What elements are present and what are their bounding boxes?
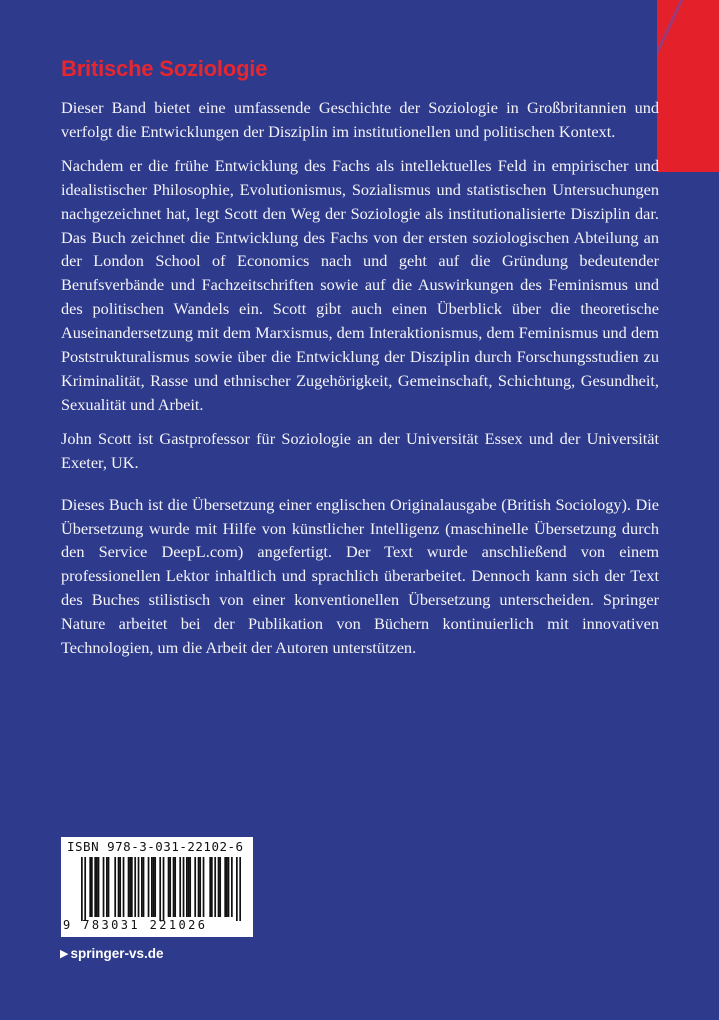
book-title: Britische Soziologie (61, 56, 268, 81)
barcode-bar (94, 857, 96, 917)
barcode-bar (153, 857, 155, 917)
barcode-bar (108, 857, 110, 917)
barcode-bar (236, 857, 238, 921)
barcode-bar (103, 857, 105, 917)
barcode-bar (199, 857, 201, 917)
barcode-bar (91, 857, 93, 917)
red-corner-decoration (657, 0, 719, 172)
barcode-bar (226, 857, 228, 917)
barcode-bar (134, 857, 136, 917)
barcode-bar (224, 857, 226, 917)
barcode-bar (118, 857, 120, 917)
barcode-bar (128, 857, 130, 917)
summary-paragraph: Nachdem er die frühe Entwicklung des Fachs als intellektuelles Feld in empirischer und idealistischer Philosophie, Evolutionismus, Sozialismus und statistischen Untersuchungen nachgezeichnet hat, legt Scott den Weg der Soziologie als institutionalisierte Disziplin dar. Das Buch zeichnet die Entwicklung des Fachs von der ersten soziologischen Abteilung an der London School of Economics nach und geht auf die Gründung bedeutender Berufsverbände und Fachzeitschriften sowie auf die Auswirkungen des Feminismus und des politischen Wandels ein. Scott gibt auch einen Überblick über die theoretische Auseinandersetzung mit dem Marxismus, dem Interaktionismus, dem Feminismus und dem Poststrukturalismus sowie über die Entwicklung der Disziplin durch Forschungsstudien zu Kriminalität, Rasse und ethnischer Zugehörigkeit, Gemeinschaft, Schichtung, Gesundheit, Sexualität und Arbeit. (61, 155, 659, 414)
barcode-bar (98, 857, 100, 917)
barcode-bar (96, 857, 98, 917)
barcode-bar (169, 857, 171, 917)
barcode-bar (89, 857, 91, 917)
barcode-bar (114, 857, 116, 917)
barcode-bar (203, 857, 205, 917)
author-paragraph: John Scott ist Gastprofessor für Soziologie an der Universität Essex und der Universität Exeter, UK. (61, 428, 659, 472)
barcode-bar (214, 857, 216, 917)
barcode-bar (138, 857, 140, 917)
barcode-bar (219, 857, 221, 917)
barcode-bar (106, 857, 108, 917)
barcode-bar (141, 857, 143, 917)
barcode-bar (131, 857, 133, 917)
arrow-icon: ▶ (60, 948, 69, 960)
isbn-label: ISBN 978-3-031-22102-6 (67, 839, 244, 854)
barcode-bar (173, 857, 175, 917)
barcode-bar (186, 857, 188, 917)
barcode-bar (174, 857, 176, 917)
barcode-bar (218, 857, 220, 917)
barcode-bar (143, 857, 145, 917)
blurb (61, 96, 659, 670)
barcode-bar (123, 857, 125, 917)
barcode-bar (231, 857, 233, 917)
barcode-bar (228, 857, 230, 917)
barcode-bar (119, 857, 121, 917)
barcode-bar (179, 857, 181, 917)
barcode-bar (148, 857, 150, 917)
barcode-bar (239, 857, 241, 921)
barcode-bar (159, 857, 161, 921)
barcode-bar (81, 857, 83, 921)
translation-note-paragraph: Dieses Buch ist die Übersetzung einer englischen Originalausgabe (British Sociology). Die Übersetzung wurde mit Hilfe von künstlicher Intelligenz (maschinelle Übersetzung durch den Service DeepL.com) angefertigt. Der Text wurde anschließend von einem professionellen Lektor inhaltlich und sprachlich überarbeitet. Dennoch kann sich der Text des Buches stilistisch von einer konventionellen Übersetzung unterscheiden. Springer Nature arbeitet bei der Publikation von Büchern kontinuierlich mit innovativen Technologien, um die Arbeit der Autoren unterstützen. (61, 494, 659, 658)
barcode-bars (81, 857, 241, 921)
barcode (61, 837, 253, 937)
barcode-bar (151, 857, 153, 917)
barcode-bar (209, 857, 211, 917)
barcode-bar (183, 857, 185, 917)
intro-paragraph: Dieser Band bietet eine umfassende Geschichte der Soziologie in Großbritannien und verfolgt die Entwicklungen der Disziplin im institutionellen und politischen Kontext. (61, 98, 659, 141)
barcode-bar (211, 857, 213, 917)
barcode-bar (194, 857, 196, 917)
barcode-bar (163, 857, 165, 921)
barcode-bar (188, 857, 190, 917)
corner-stripe (657, 0, 697, 172)
barcode-bar (198, 857, 200, 917)
barcode-digits: 9 783031 221026 (63, 918, 208, 932)
barcode-bar (129, 857, 131, 917)
barcode-bar (168, 857, 170, 917)
publisher-link[interactable] (60, 946, 164, 961)
barcode-bar (154, 857, 156, 917)
barcode-bar (84, 857, 86, 921)
barcode-bar (189, 857, 191, 917)
publisher-url: springer-vs.de (70, 946, 164, 961)
